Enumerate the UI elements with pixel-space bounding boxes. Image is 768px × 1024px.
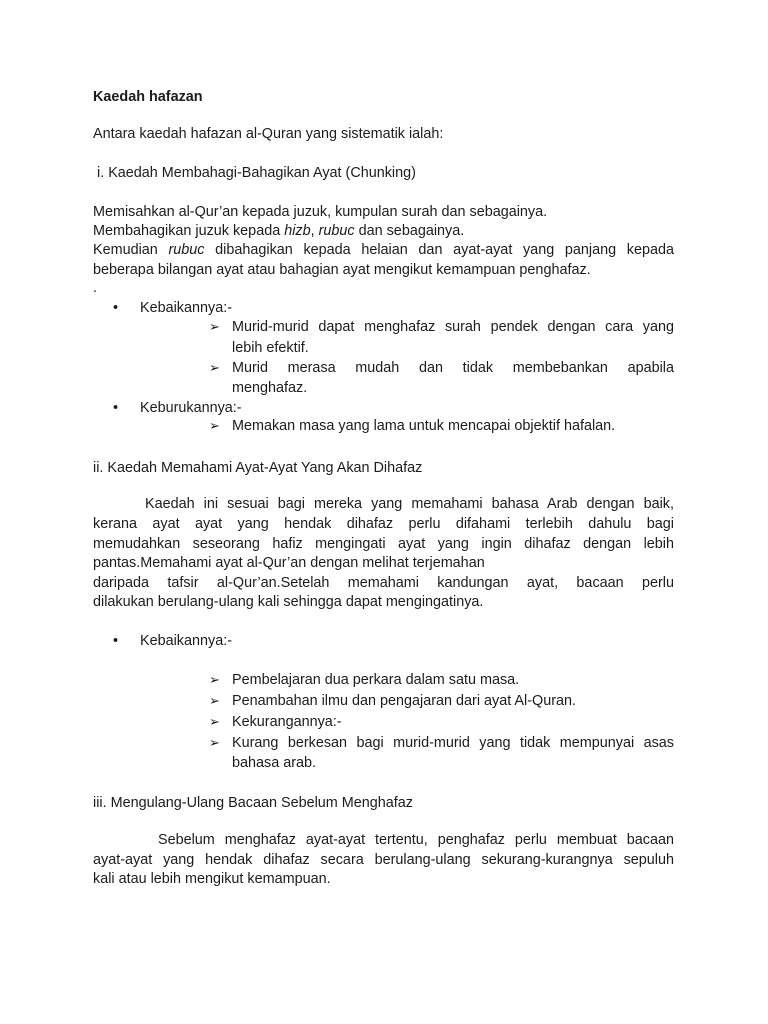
section-1-para-2: Membahagikan juzuk kepada hizb, rubuc dan sebagainya. xyxy=(93,223,465,239)
arrow-bullet-icon: ➢ xyxy=(209,693,220,708)
section-2-line-4: pantas.Memahami ayat al-Qur’an dengan melihat terjemahan xyxy=(93,555,485,571)
section-2-item-4-line-2: bahasa arab. xyxy=(232,755,317,771)
section-1-heading: i. Kaedah Membahagi-Bahagikan Ayat (Chunking) xyxy=(97,165,416,181)
stray-dot: . xyxy=(93,280,97,296)
section-3-line-2: ayat-ayat yang hendak dihafaz secara berulang-ulang sekurang-kurangnya sepuluh xyxy=(93,852,674,868)
kebaikan-label-1: Kebaikannya:- xyxy=(140,300,233,316)
arrow-bullet-icon: ➢ xyxy=(209,319,220,334)
section-1-para-3-line-1: Kemudian rubuc dibahagikan kepada helaian dan ayat-ayat yang panjang kepada xyxy=(93,242,674,258)
kebaikan-2-line-1: Murid merasa mudah dan tidak membebankan apabila xyxy=(232,360,674,376)
section-2-line-2: kerana ayat ayat yang hendak dihafaz perlu difahami terlebih dahulu bagi xyxy=(93,516,674,532)
arrow-bullet-icon: ➢ xyxy=(209,735,220,750)
section-3-heading: iii. Mengulang-Ulang Bacaan Sebelum Menghafaz xyxy=(93,795,413,811)
section-1-para-3-line-2: beberapa bilangan ayat atau bahagian ayat mengikut kemampuan penghafaz. xyxy=(93,262,591,278)
section-2-item-3: Kekurangannya:- xyxy=(232,714,342,730)
section-3-line-3: kali atau lebih mengikut kemampuan. xyxy=(93,871,331,887)
kebaikan-1-line-1: Murid-murid dapat menghafaz surah pendek dengan cara yang xyxy=(232,319,674,335)
arrow-bullet-icon: ➢ xyxy=(209,672,220,687)
section-2-line-3: memudahkan seseorang hafiz mengingati ayat yang ingin dihafaz dengan lebih xyxy=(93,536,674,552)
section-2-line-5: daripada tafsir al-Qur’an.Setelah memahami kandungan ayat, bacaan perlu xyxy=(93,575,674,591)
bullet-icon: • xyxy=(113,300,119,316)
bullet-icon: • xyxy=(113,400,119,416)
section-2-item-1: Pembelajaran dua perkara dalam satu masa. xyxy=(232,672,520,688)
arrow-bullet-icon: ➢ xyxy=(209,714,220,729)
section-2-line-1: Kaedah ini sesuai bagi mereka yang memahami bahasa Arab dengan baik, xyxy=(145,496,674,512)
section-2-item-2: Penambahan ilmu dan pengajaran dari ayat Al-Quran. xyxy=(232,693,576,709)
intro-text: Antara kaedah hafazan al-Quran yang sistematik ialah: xyxy=(93,126,444,142)
keburukan-1: Memakan masa yang lama untuk mencapai objektif hafalan. xyxy=(232,418,616,434)
document-title: Kaedah hafazan xyxy=(93,89,203,105)
kebaikan-2-line-2: menghafaz. xyxy=(232,380,308,396)
keburukan-label: Keburukannya:- xyxy=(140,400,242,416)
section-2-item-4-line-1: Kurang berkesan bagi murid-murid yang tidak mempunyai asas xyxy=(232,735,674,751)
bullet-icon: • xyxy=(113,633,119,649)
arrow-bullet-icon: ➢ xyxy=(209,418,220,433)
section-3-line-1: Sebelum menghafaz ayat-ayat tertentu, penghafaz perlu membuat bacaan xyxy=(158,832,674,848)
kebaikan-label-2: Kebaikannya:- xyxy=(140,633,233,649)
section-2-heading: ii. Kaedah Memahami Ayat-Ayat Yang Akan Dihafaz xyxy=(93,460,423,476)
section-2-line-6: dilakukan berulang-ulang kali sehingga dapat mengingatinya. xyxy=(93,594,484,610)
arrow-bullet-icon: ➢ xyxy=(209,360,220,375)
section-1-para-1: Memisahkan al-Qur’an kepada juzuk, kumpulan surah dan sebagainya. xyxy=(93,204,548,220)
kebaikan-1-line-2: lebih efektif. xyxy=(232,340,309,356)
